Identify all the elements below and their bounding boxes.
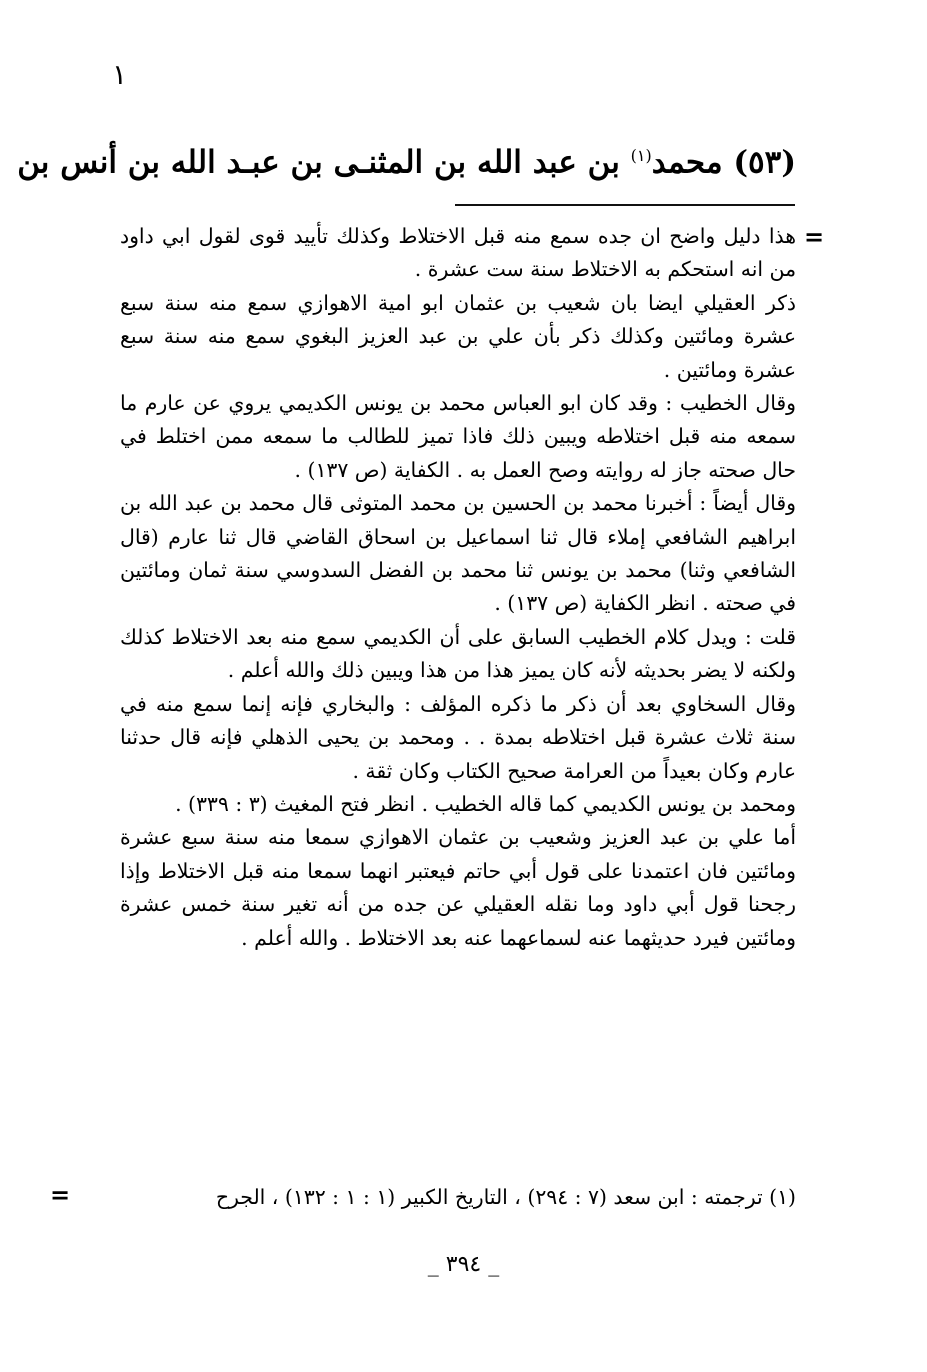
corner-mark: ١ (112, 58, 128, 91)
entry-lineage: بن عبد الله بن المثنـى بن عبـد الله بن أنس بن (17, 144, 620, 181)
continued-footnote-body (120, 220, 796, 955)
entry-number: (٥٣) (733, 144, 796, 181)
note-paragraph: وقال أيضاً : أخبرنا محمد بن الحسين بن محمد المتوثى قال محمد بن عبد الله بن ابراهيم الشافعي إملاء قال ثنا اسماعيل بن اسحاق القاضي قال ثنا عارم (قال الشافعي وثنا) محمد بن يونس ثنا محمد بن الفضل السدوسي سنة ثمان ومائتين في صحته . انظر الكفاية (ص ١٣٧) . (120, 491, 796, 616)
note-paragraph: أما علي بن عبد العزيز وشعيب بن عثمان الاهوازي سمعا منه سنة سبع عشرة ومائتين فان اعتمدنا على قول أبي حاتم فيعتبر انهما سمعا منه قبل الاختلاط وإذا رجحنا قول أبي داود وما نقله العقيلي عن جده من أنه تغير سنة خمس عشرة ومائتين فيرد حديثهما عنه لسماعهما عنه بعد الاختلاط . والله أعلم . (120, 825, 796, 950)
page-number: _ ٣٩٤ _ (427, 1252, 500, 1277)
footnote-reference: (١) (630, 146, 652, 165)
continuation-marker: = (804, 222, 825, 251)
footnote-continuation-marker: = (50, 1180, 71, 1209)
footnote-separator-line (455, 204, 795, 206)
note-paragraph: وقال السخاوي بعد أن ذكر ما ذكره المؤلف : والبخاري فإنه إنما سمع منه في سنة ثلاث عشرة قبل اختلاطه بمدة . . ومحمد بن يحيى الذهلي فإنه قال حدثنا عارم وكان بعيداً من العرامة صحيح الكتاب وكان ثقة . (120, 691, 796, 783)
footnote-1: (١) ترجمته : ابن سعد (٧ : ٢٩٤) ، التاريخ الكبير (١ : ١ : ١٣٢) ، الجرح (215, 1185, 796, 1209)
note-paragraph: ومحمد بن يونس الكديمي كما قاله الخطيب . انظر فتح المغيث (٣ : ٣٣٩) . (175, 791, 796, 816)
note-paragraph: قلت : ويدل كلام الخطيب السابق على أن الكديمي سمع منه بعد الاختلاط كذلك ولكنه لا يضر بحديثه لأنه كان يميز هذا من هذا ويبين ذلك والله أعلم . (120, 624, 796, 683)
entry-heading (17, 132, 796, 186)
note-paragraph: وقال الخطيب : وقد كان ابو العباس محمد بن يونس الكديمي يروي عن عارم ما سمعه منه قبل اختلاطه ويبين ذلك فاذا تميز للطالب ما سمعه ممن اختلط في حال صحته جاز له روايته وصح العمل به . الكفاية (ص ١٣٧) . (120, 391, 796, 482)
note-paragraph: هذا دليل واضح ان جده سمع منه قبل الاختلاط وكذلك تأييد قوى لقول ابي داود من انه استحكم به الاختلاط سنة ست عشرة . (120, 224, 796, 282)
entry-name: محمد (651, 144, 723, 181)
note-paragraph: ذكر العقيلي ايضا بان شعيب بن عثمان ابو امية الاهوازي سمع منه سنة سبع عشرة ومائتين وكذلك ذكر بأن علي بن عبد العزيز البغوي سمع منه سنة سبع عشرة ومائتين . (120, 290, 796, 382)
